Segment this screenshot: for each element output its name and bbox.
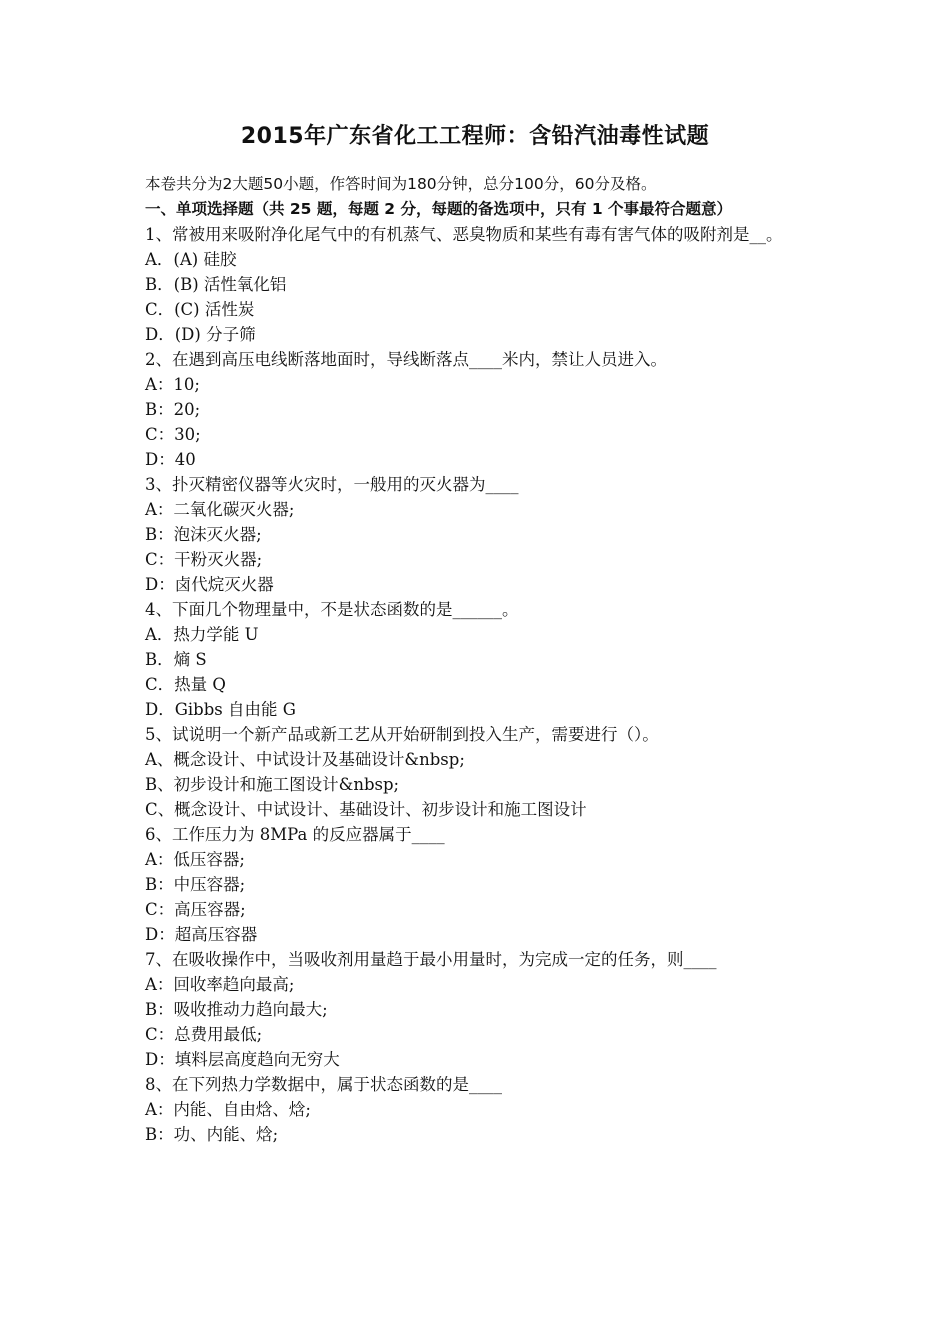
answer-option: B．(B) 活性氧化铝 xyxy=(145,275,287,294)
answer-option: A、概念设计、中试设计及基础设计&nbsp; xyxy=(145,750,465,769)
answer-option: C：干粉灭火器; xyxy=(145,550,263,569)
document-body xyxy=(145,172,810,1147)
answer-option: B：功、内能、焓; xyxy=(145,1125,279,1144)
answer-option: A：内能、自由焓、焓; xyxy=(145,1100,311,1119)
answer-option: A：低压容器; xyxy=(145,850,245,869)
answer-option: A．热力学能 U xyxy=(145,625,259,644)
exam-intro: 本卷共分为2大题50小题，作答时间为180分钟，总分100分，60分及格。 xyxy=(145,175,657,193)
section-heading: 一、单项选择题（共 25 题，每题 2 分，每题的备选项中，只有 1 个事最符合题意） xyxy=(145,200,733,218)
answer-option: B、初步设计和施工图设计&nbsp; xyxy=(145,775,400,794)
answer-option: B．熵 S xyxy=(145,650,207,669)
question-stem: 3、扑灭精密仪器等火灾时，一般用的灭火器为____ xyxy=(145,475,519,494)
question-stem: 8、在下列热力学数据中，属于状态函数的是____ xyxy=(145,1075,502,1094)
answer-option: B：20; xyxy=(145,400,201,419)
answer-option: A：回收率趋向最高; xyxy=(145,975,295,994)
question-stem: 2、在遇到高压电线断落地面时，导线断落点____米内，禁让人员进入。 xyxy=(145,350,667,369)
question-1 xyxy=(145,222,810,347)
question-stem: 5、试说明一个新产品或新工艺从开始研制到投入生产，需要进行（）。 xyxy=(145,725,659,744)
answer-option: D．(D) 分子筛 xyxy=(145,325,256,344)
answer-option: C：总费用最低; xyxy=(145,1025,263,1044)
question-stem: 1、常被用来吸附净化尾气中的有机蒸气、恶臭物质和某些有毒有害气体的吸附剂是__。 xyxy=(145,225,783,244)
answer-option: C：30; xyxy=(145,425,201,444)
answer-option: B：吸收推动力趋向最大; xyxy=(145,1000,328,1019)
answer-option: C、概念设计、中试设计、基础设计、初步设计和施工图设计 xyxy=(145,800,587,819)
answer-option: A：二氧化碳灭火器; xyxy=(145,500,295,519)
question-4 xyxy=(145,597,810,722)
answer-option: A：10; xyxy=(145,375,200,394)
answer-option: D．Gibbs 自由能 G xyxy=(145,700,296,719)
answer-option: C．(C) 活性炭 xyxy=(145,300,255,319)
question-5 xyxy=(145,722,810,822)
answer-option: D：卤代烷灭火器 xyxy=(145,575,274,594)
question-stem: 7、在吸收操作中，当吸收剂用量趋于最小用量时，为完成一定的任务，则____ xyxy=(145,950,717,969)
answer-option: D：40 xyxy=(145,450,196,469)
answer-option: D：填料层高度趋向无穷大 xyxy=(145,1050,340,1069)
answer-option: A．(A) 硅胶 xyxy=(145,250,237,269)
answer-option: D：超高压容器 xyxy=(145,925,258,944)
question-8 xyxy=(145,1072,810,1147)
question-stem: 4、下面几个物理量中，不是状态函数的是______。 xyxy=(145,600,519,619)
question-3 xyxy=(145,472,810,597)
question-7 xyxy=(145,947,810,1072)
answer-option: C．热量 Q xyxy=(145,675,226,694)
page-title: 2015年广东省化工工程师：含铅汽油毒性试题 xyxy=(240,124,710,149)
question-2 xyxy=(145,347,810,472)
question-stem: 6、工作压力为 8MPa 的反应器属于____ xyxy=(145,825,445,844)
question-6 xyxy=(145,822,810,947)
answer-option: B：中压容器; xyxy=(145,875,246,894)
answer-option: C：高压容器; xyxy=(145,900,246,919)
answer-option: B：泡沫灭火器; xyxy=(145,525,262,544)
